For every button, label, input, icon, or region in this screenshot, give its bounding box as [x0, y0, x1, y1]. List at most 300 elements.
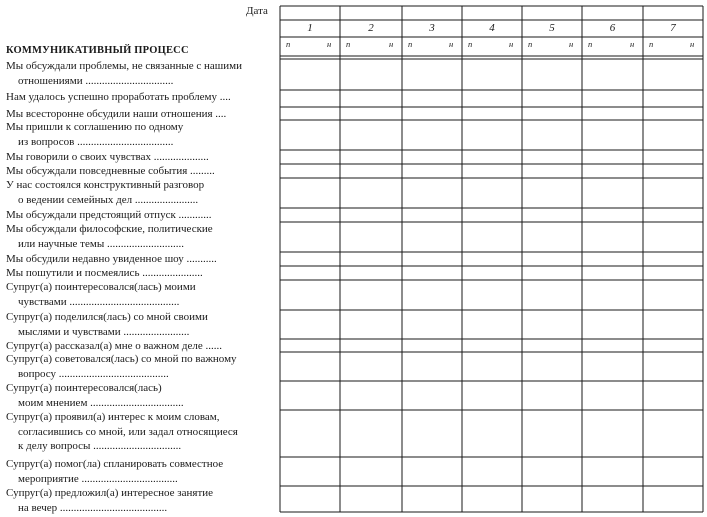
cell-day7-n[interactable]: [674, 223, 702, 251]
cell-day5-n[interactable]: [553, 165, 581, 177]
cell-day1-p[interactable]: [281, 353, 309, 380]
cell-day6-p[interactable]: [583, 458, 612, 485]
cell-day3-n[interactable]: [433, 253, 461, 265]
cell-day4-n[interactable]: [493, 91, 521, 106]
cell-day3-p[interactable]: [403, 382, 431, 409]
cell-day3-n[interactable]: [433, 151, 461, 163]
cell-day1-p[interactable]: [281, 411, 309, 456]
cell-day1-n[interactable]: [311, 253, 339, 265]
cell-day4-p[interactable]: [463, 121, 491, 149]
cell-day4-p[interactable]: [463, 458, 491, 485]
day-number-6: 6: [609, 22, 616, 34]
cell-day3-n[interactable]: [433, 382, 461, 409]
cell-day1-n[interactable]: [311, 487, 339, 511]
cell-day2-n[interactable]: [372, 340, 401, 351]
cell-day5-n[interactable]: [553, 281, 581, 309]
cell-day7-p[interactable]: [644, 253, 672, 265]
cell-day5-n[interactable]: [553, 411, 581, 456]
cell-day4-p[interactable]: [463, 382, 491, 409]
cell-day3-n[interactable]: [433, 209, 461, 221]
cell-day1-p[interactable]: [281, 223, 309, 251]
cell-day7-p[interactable]: [644, 311, 672, 338]
cell-day2-p[interactable]: [341, 179, 370, 207]
cell-day7-p[interactable]: [644, 108, 672, 119]
cell-day3-p[interactable]: [403, 108, 431, 119]
cell-day3-p[interactable]: [403, 458, 431, 485]
cell-day4-n[interactable]: [493, 340, 521, 351]
cell-day5-p[interactable]: [523, 487, 551, 511]
row-label-continuation: или научные темы ............................: [18, 237, 184, 250]
cell-day3-n[interactable]: [433, 60, 461, 89]
cell-day1-n[interactable]: [311, 267, 339, 279]
sub-label-p: п: [588, 39, 593, 49]
cell-day7-n[interactable]: [674, 60, 702, 89]
cell-day4-n[interactable]: [493, 108, 521, 119]
cell-day6-p[interactable]: [583, 267, 612, 279]
cell-day4-n[interactable]: [493, 151, 521, 163]
cell-day7-n[interactable]: [674, 91, 702, 106]
cell-day7-p[interactable]: [644, 121, 672, 149]
row-label: Супруг(а) проявил(а) интерес к моим словам,: [6, 411, 220, 423]
cell-day2-n[interactable]: [372, 353, 401, 380]
cell-day6-p[interactable]: [583, 223, 612, 251]
cell-day5-n[interactable]: [553, 340, 581, 351]
cell-day3-p[interactable]: [403, 253, 431, 265]
row-label-continuation: моим мнением ..................................: [18, 396, 184, 409]
row-label: Супруг(а) поинтересовался(лась): [6, 382, 162, 394]
cell-day2-p[interactable]: [341, 340, 370, 351]
sub-label-p: п: [528, 39, 533, 49]
cell-day7-n[interactable]: [674, 382, 702, 409]
cell-day7-n[interactable]: [674, 108, 702, 119]
cell-day2-p[interactable]: [341, 311, 370, 338]
cell-day2-p[interactable]: [341, 458, 370, 485]
cell-day5-p[interactable]: [523, 165, 551, 177]
sub-label-n: н: [630, 39, 635, 49]
cell-day1-n[interactable]: [311, 353, 339, 380]
sub-label-p: п: [346, 39, 351, 49]
cell-day1-p[interactable]: [281, 382, 309, 409]
cell-day1-n[interactable]: [311, 151, 339, 163]
cell-day7-n[interactable]: [674, 253, 702, 265]
cell-day2-p[interactable]: [341, 165, 370, 177]
cell-day3-n[interactable]: [433, 267, 461, 279]
cell-day4-p[interactable]: [463, 91, 491, 106]
cell-day4-n[interactable]: [493, 165, 521, 177]
cell-day5-p[interactable]: [523, 151, 551, 163]
cell-day6-p[interactable]: [583, 311, 612, 338]
cell-day2-n[interactable]: [372, 91, 401, 106]
cell-day2-n[interactable]: [372, 487, 401, 511]
cell-day2-p[interactable]: [341, 267, 370, 279]
cell-day2-p[interactable]: [341, 121, 370, 149]
row-label-continuation: вопросу ........................................: [18, 367, 169, 380]
cell-day4-p[interactable]: [463, 340, 491, 351]
cell-day5-p[interactable]: [523, 458, 551, 485]
cell-day1-p[interactable]: [281, 340, 309, 351]
cell-day6-n[interactable]: [614, 209, 643, 221]
day-number-1: 1: [307, 22, 313, 34]
cell-day5-n[interactable]: [553, 223, 581, 251]
cell-day4-n[interactable]: [493, 353, 521, 380]
cell-day3-n[interactable]: [433, 108, 461, 119]
cell-day5-p[interactable]: [523, 91, 551, 106]
cell-day5-n[interactable]: [553, 353, 581, 380]
section-title: КОММУНИКАТИВНЫЙ ПРОЦЕСС: [6, 45, 189, 56]
row-label-continuation: чувствами ........................................: [18, 295, 180, 308]
sub-label-n: н: [690, 39, 695, 49]
cell-day1-p[interactable]: [281, 267, 309, 279]
cell-day7-n[interactable]: [674, 281, 702, 309]
cell-day6-p[interactable]: [583, 108, 612, 119]
cell-day3-n[interactable]: [433, 458, 461, 485]
sub-label-n: н: [509, 39, 514, 49]
cell-day1-p[interactable]: [281, 311, 309, 338]
cell-day1-p[interactable]: [281, 108, 309, 119]
cell-day6-n[interactable]: [614, 411, 643, 456]
cell-day7-p[interactable]: [644, 411, 672, 456]
cell-day7-p[interactable]: [644, 223, 672, 251]
cell-day4-n[interactable]: [493, 267, 521, 279]
cell-day7-p[interactable]: [644, 382, 672, 409]
cell-day3-p[interactable]: [403, 411, 431, 456]
cell-day1-p[interactable]: [281, 60, 309, 89]
cell-day7-n[interactable]: [674, 311, 702, 338]
cell-day2-p[interactable]: [341, 209, 370, 221]
cell-day4-n[interactable]: [493, 253, 521, 265]
cell-day3-p[interactable]: [403, 60, 431, 89]
cell-day5-n[interactable]: [553, 60, 581, 89]
cell-day4-n[interactable]: [493, 223, 521, 251]
cell-day5-p[interactable]: [523, 311, 551, 338]
cell-day5-n[interactable]: [553, 487, 581, 511]
cell-day5-p[interactable]: [523, 340, 551, 351]
cell-day5-n[interactable]: [553, 209, 581, 221]
cell-day2-p[interactable]: [341, 487, 370, 511]
cell-day3-n[interactable]: [433, 487, 461, 511]
row-label: Мы обсуждали предстоящий отпуск ............: [6, 209, 212, 221]
cell-day3-n[interactable]: [433, 411, 461, 456]
cell-day4-n[interactable]: [493, 281, 521, 309]
cell-day5-n[interactable]: [553, 108, 581, 119]
cell-day6-n[interactable]: [614, 311, 643, 338]
cell-day7-p[interactable]: [644, 340, 672, 351]
cell-day7-p[interactable]: [644, 165, 672, 177]
cell-day1-n[interactable]: [311, 223, 339, 251]
cell-day6-n[interactable]: [614, 267, 643, 279]
cell-day1-n[interactable]: [311, 209, 339, 221]
row-label: Супруг(а) советовался(лась) со мной по важному: [6, 353, 237, 365]
cell-day5-p[interactable]: [523, 267, 551, 279]
cell-day6-p[interactable]: [583, 281, 612, 309]
cell-day7-p[interactable]: [644, 487, 672, 511]
cell-day3-n[interactable]: [433, 281, 461, 309]
cell-day1-n[interactable]: [311, 281, 339, 309]
cell-day3-n[interactable]: [433, 179, 461, 207]
cell-day4-p[interactable]: [463, 151, 491, 163]
cell-day3-p[interactable]: [403, 209, 431, 221]
cell-day6-n[interactable]: [614, 179, 643, 207]
cell-day6-p[interactable]: [583, 340, 612, 351]
row-label: Супруг(а) поделился(лась) со мной своими: [6, 311, 208, 323]
cell-day3-p[interactable]: [403, 487, 431, 511]
cell-day1-p[interactable]: [281, 91, 309, 106]
cell-day6-n[interactable]: [614, 458, 643, 485]
row-label: Мы обсуждали философские, политические: [6, 223, 213, 235]
cell-day7-n[interactable]: [674, 411, 702, 456]
cell-day6-n[interactable]: [614, 91, 643, 106]
cell-day1-p[interactable]: [281, 179, 309, 207]
cell-day6-n[interactable]: [614, 340, 643, 351]
cell-day1-n[interactable]: [311, 91, 339, 106]
cell-day7-p[interactable]: [644, 209, 672, 221]
cell-day7-p[interactable]: [644, 458, 672, 485]
cell-day1-n[interactable]: [311, 411, 339, 456]
cell-day2-n[interactable]: [372, 165, 401, 177]
cell-day4-n[interactable]: [493, 458, 521, 485]
cell-day1-n[interactable]: [311, 121, 339, 149]
cell-day3-p[interactable]: [403, 91, 431, 106]
cell-day6-p[interactable]: [583, 60, 612, 89]
cell-day4-p[interactable]: [463, 179, 491, 207]
cell-day3-n[interactable]: [433, 311, 461, 338]
row-label: Мы обсуждали проблемы, не связанные с нашими: [6, 60, 242, 72]
cell-day2-n[interactable]: [372, 382, 401, 409]
cell-day4-p[interactable]: [463, 209, 491, 221]
cell-day1-n[interactable]: [311, 340, 339, 351]
cell-day6-n[interactable]: [614, 151, 643, 163]
cell-day5-p[interactable]: [523, 253, 551, 265]
cell-day1-n[interactable]: [311, 382, 339, 409]
cell-day1-p[interactable]: [281, 121, 309, 149]
cell-day2-n[interactable]: [372, 458, 401, 485]
cell-day5-n[interactable]: [553, 458, 581, 485]
cell-day5-n[interactable]: [553, 382, 581, 409]
cell-day2-p[interactable]: [341, 223, 370, 251]
cell-day4-n[interactable]: [493, 382, 521, 409]
cell-day3-n[interactable]: [433, 223, 461, 251]
cell-day1-n[interactable]: [311, 108, 339, 119]
cell-day3-p[interactable]: [403, 340, 431, 351]
cell-day7-n[interactable]: [674, 121, 702, 149]
cell-day4-p[interactable]: [463, 108, 491, 119]
cell-day2-n[interactable]: [372, 60, 401, 89]
row-label: Мы говорили о своих чувствах ....................: [6, 151, 209, 163]
cell-day4-n[interactable]: [493, 311, 521, 338]
cell-day3-n[interactable]: [433, 165, 461, 177]
cell-day6-p[interactable]: [583, 151, 612, 163]
sub-label-p: п: [468, 39, 473, 49]
cell-day5-n[interactable]: [553, 267, 581, 279]
cell-day2-p[interactable]: [341, 91, 370, 106]
cell-day2-p[interactable]: [341, 151, 370, 163]
cell-day6-p[interactable]: [583, 487, 612, 511]
date-label: Дата: [246, 5, 268, 17]
cell-day5-n[interactable]: [553, 311, 581, 338]
cell-day3-p[interactable]: [403, 165, 431, 177]
cell-day4-n[interactable]: [493, 209, 521, 221]
cell-day7-n[interactable]: [674, 179, 702, 207]
cell-day7-p[interactable]: [644, 353, 672, 380]
cell-day3-n[interactable]: [433, 121, 461, 149]
cell-day6-n[interactable]: [614, 253, 643, 265]
cell-day5-p[interactable]: [523, 411, 551, 456]
cell-day2-n[interactable]: [372, 253, 401, 265]
cell-day1-p[interactable]: [281, 253, 309, 265]
cell-day3-n[interactable]: [433, 340, 461, 351]
cell-day5-p[interactable]: [523, 60, 551, 89]
cell-day5-p[interactable]: [523, 281, 551, 309]
cell-day2-p[interactable]: [341, 382, 370, 409]
cell-day6-n[interactable]: [614, 281, 643, 309]
cell-day4-p[interactable]: [463, 223, 491, 251]
sub-label-n: н: [449, 39, 454, 49]
cell-day1-p[interactable]: [281, 487, 309, 511]
cell-day4-p[interactable]: [463, 253, 491, 265]
cell-day7-p[interactable]: [644, 267, 672, 279]
cell-day7-n[interactable]: [674, 353, 702, 380]
cell-day1-n[interactable]: [311, 165, 339, 177]
cell-day2-p[interactable]: [341, 108, 370, 119]
cell-day2-n[interactable]: [372, 179, 401, 207]
cell-day4-p[interactable]: [463, 411, 491, 456]
sub-label-n: н: [569, 39, 574, 49]
cell-day4-n[interactable]: [493, 411, 521, 456]
cell-day4-p[interactable]: [463, 487, 491, 511]
cell-day7-p[interactable]: [644, 60, 672, 89]
row-label: Супруг(а) предложил(а) интересное занятие: [6, 487, 214, 499]
cell-day1-n[interactable]: [311, 311, 339, 338]
cell-day4-p[interactable]: [463, 311, 491, 338]
row-label: Супруг(а) рассказал(а) мне о важном деле ......: [6, 340, 223, 352]
cell-day2-p[interactable]: [341, 253, 370, 265]
cell-day5-p[interactable]: [523, 121, 551, 149]
cell-day2-p[interactable]: [341, 411, 370, 456]
cell-day7-n[interactable]: [674, 458, 702, 485]
cell-day1-p[interactable]: [281, 209, 309, 221]
cell-day1-p[interactable]: [281, 458, 309, 485]
cell-day2-n[interactable]: [372, 411, 401, 456]
cell-day5-p[interactable]: [523, 179, 551, 207]
cell-day2-n[interactable]: [372, 121, 401, 149]
row-label-continuation: о ведении семейных дел .......................: [18, 193, 199, 206]
cell-day5-p[interactable]: [523, 108, 551, 119]
cell-day4-p[interactable]: [463, 60, 491, 89]
cell-day5-p[interactable]: [523, 209, 551, 221]
cell-day1-n[interactable]: [311, 458, 339, 485]
cell-day4-n[interactable]: [493, 121, 521, 149]
cell-day3-p[interactable]: [403, 121, 431, 149]
cell-day4-p[interactable]: [463, 165, 491, 177]
cell-day2-n[interactable]: [372, 151, 401, 163]
cell-day6-p[interactable]: [583, 253, 612, 265]
sub-label-p: п: [286, 39, 291, 49]
cell-day1-n[interactable]: [311, 179, 339, 207]
cell-day6-n[interactable]: [614, 223, 643, 251]
cell-day2-p[interactable]: [341, 353, 370, 380]
row-label: Супруг(а) поинтересовался(лась) моими: [6, 281, 196, 293]
cell-day6-p[interactable]: [583, 382, 612, 409]
cell-day6-p[interactable]: [583, 165, 612, 177]
cell-day6-p[interactable]: [583, 209, 612, 221]
cell-day3-p[interactable]: [403, 267, 431, 279]
cell-day4-n[interactable]: [493, 487, 521, 511]
cell-day6-n[interactable]: [614, 353, 643, 380]
cell-day2-n[interactable]: [372, 311, 401, 338]
sub-label-p: п: [649, 39, 654, 49]
cell-day5-p[interactable]: [523, 223, 551, 251]
cell-day1-p[interactable]: [281, 165, 309, 177]
row-label-continuation: согласившись со мной, или задал относящиеся: [18, 425, 238, 438]
cell-day7-n[interactable]: [674, 487, 702, 511]
cell-day3-p[interactable]: [403, 281, 431, 309]
cell-day4-p[interactable]: [463, 353, 491, 380]
cell-day7-n[interactable]: [674, 267, 702, 279]
cell-day2-n[interactable]: [372, 267, 401, 279]
cell-day5-p[interactable]: [523, 353, 551, 380]
cell-day4-p[interactable]: [463, 267, 491, 279]
row-label: Мы пришли к соглашению по одному: [6, 121, 184, 133]
cell-day2-p[interactable]: [341, 60, 370, 89]
cell-day3-p[interactable]: [403, 151, 431, 163]
cell-day7-p[interactable]: [644, 281, 672, 309]
cell-day6-p[interactable]: [583, 91, 612, 106]
cell-day7-n[interactable]: [674, 165, 702, 177]
cell-day7-n[interactable]: [674, 151, 702, 163]
cell-day3-p[interactable]: [403, 179, 431, 207]
cell-day5-n[interactable]: [553, 151, 581, 163]
cell-day2-n[interactable]: [372, 223, 401, 251]
cell-day6-p[interactable]: [583, 121, 612, 149]
cell-day6-n[interactable]: [614, 487, 643, 511]
cell-day3-p[interactable]: [403, 311, 431, 338]
cell-day6-n[interactable]: [614, 382, 643, 409]
cell-day6-n[interactable]: [614, 108, 643, 119]
cell-day3-n[interactable]: [433, 91, 461, 106]
cell-day5-n[interactable]: [553, 121, 581, 149]
cell-day5-n[interactable]: [553, 91, 581, 106]
cell-day5-p[interactable]: [523, 382, 551, 409]
cell-day2-n[interactable]: [372, 108, 401, 119]
cell-day4-n[interactable]: [493, 60, 521, 89]
cell-day4-n[interactable]: [493, 179, 521, 207]
cell-day2-p[interactable]: [341, 281, 370, 309]
cell-day6-p[interactable]: [583, 179, 612, 207]
cell-day7-n[interactable]: [674, 340, 702, 351]
cell-day3-n[interactable]: [433, 353, 461, 380]
cell-day3-p[interactable]: [403, 223, 431, 251]
cell-day5-n[interactable]: [553, 253, 581, 265]
cell-day6-p[interactable]: [583, 353, 612, 380]
cell-day7-p[interactable]: [644, 179, 672, 207]
cell-day6-n[interactable]: [614, 60, 643, 89]
cell-day7-p[interactable]: [644, 151, 672, 163]
cell-day7-p[interactable]: [644, 91, 672, 106]
cell-day1-p[interactable]: [281, 151, 309, 163]
row-label: Мы обсуждали повседневные события .........: [6, 165, 215, 177]
cell-day7-n[interactable]: [674, 209, 702, 221]
cell-day2-n[interactable]: [372, 281, 401, 309]
cell-day2-n[interactable]: [372, 209, 401, 221]
cell-day1-p[interactable]: [281, 281, 309, 309]
cell-day3-p[interactable]: [403, 353, 431, 380]
cell-day5-n[interactable]: [553, 179, 581, 207]
cell-day6-p[interactable]: [583, 411, 612, 456]
cell-day1-n[interactable]: [311, 60, 339, 89]
cell-day4-p[interactable]: [463, 281, 491, 309]
cell-day6-n[interactable]: [614, 121, 643, 149]
cell-day6-n[interactable]: [614, 165, 643, 177]
